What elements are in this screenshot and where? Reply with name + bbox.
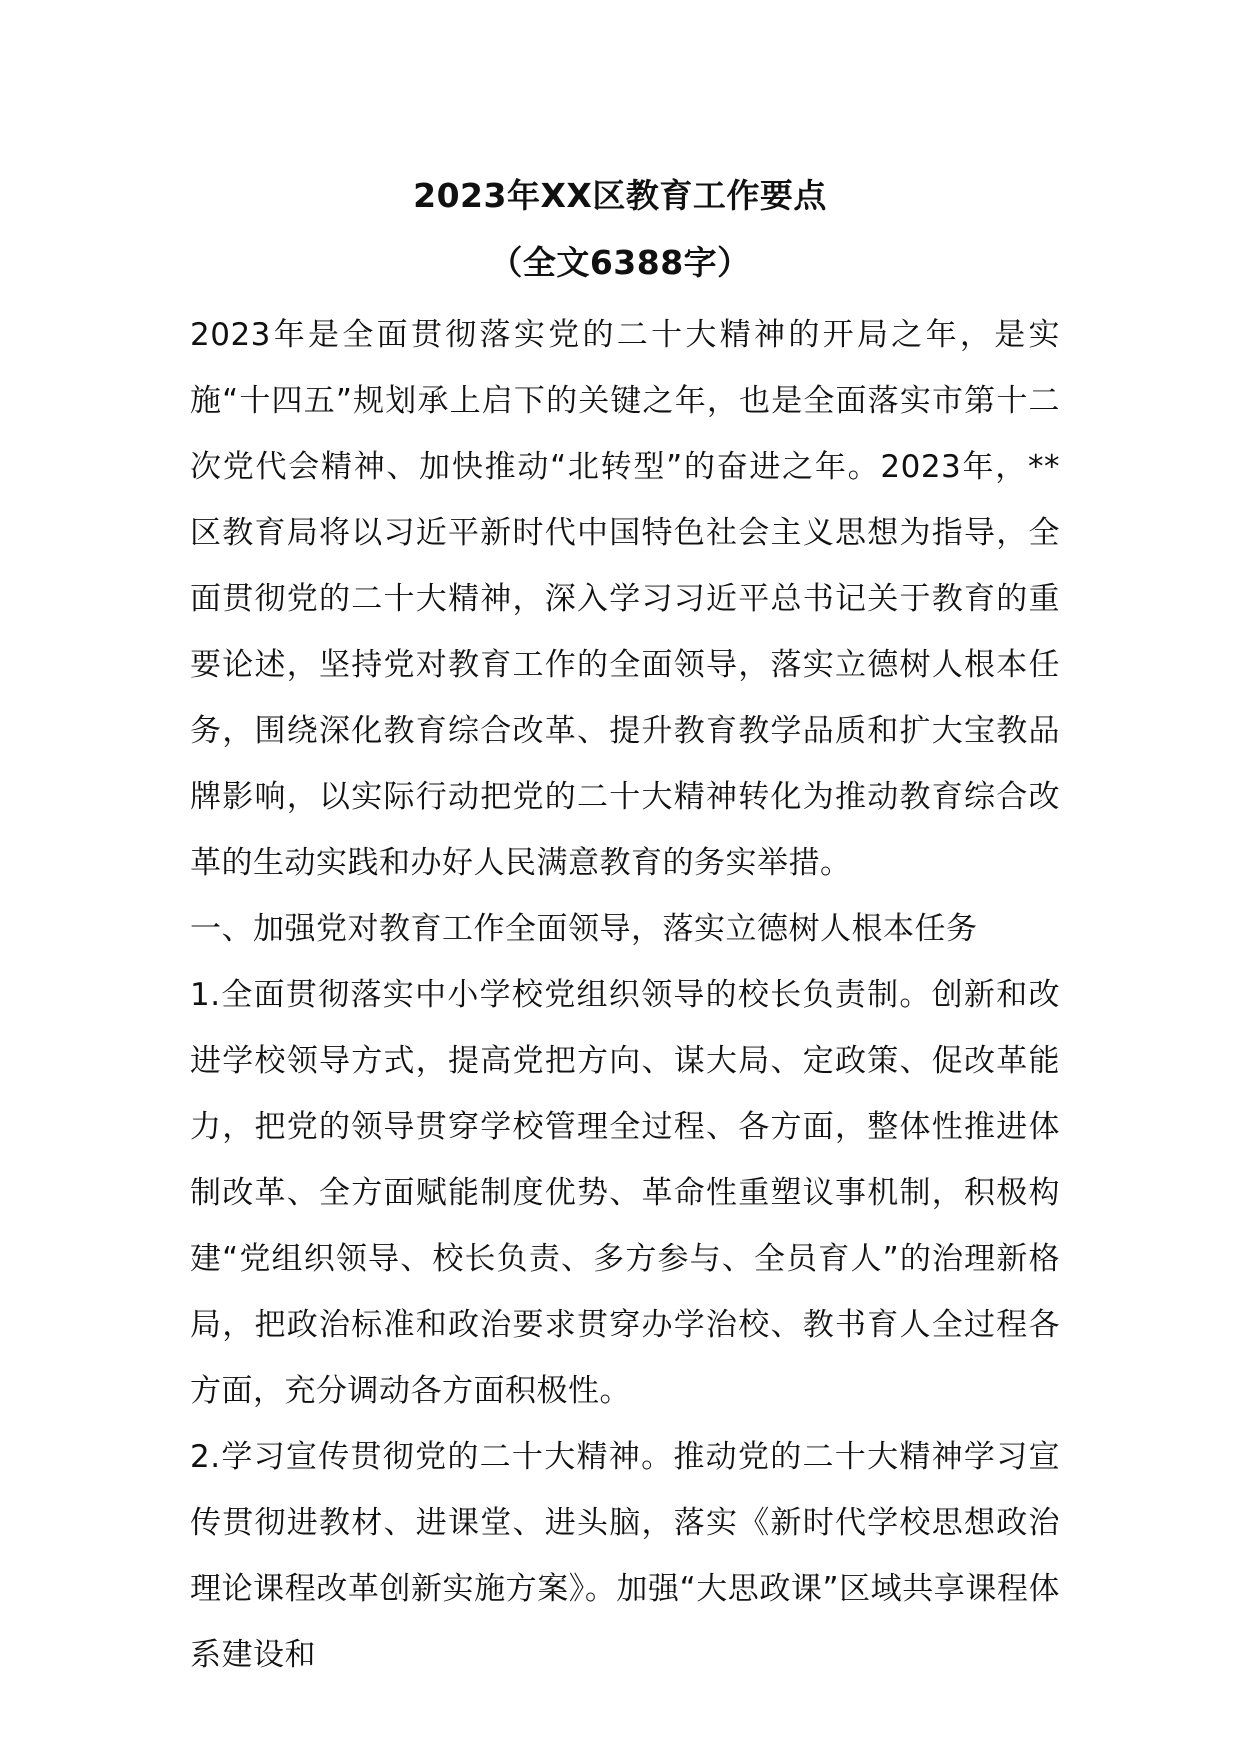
intro-paragraph: 2023年是全面贯彻落实党的二十大精神的开局之年，是实施“十四五”规划承上启下的关键之年，也是全面落实市第十二次党代会精神、加快推动“北转型”的奋进之年。2023年，**区教育局将以习近平新时代中国特色社会主义思想为指导，全面贯彻党的二十大精神，深入学习习近平总书记关于教育的重要论述，坚持党对教育工作的全面领导，落实立德树人根本任务，围绕深化教育综合改革、提升教育教学品质和扩大宝教品牌影响，以实际行动把党的二十大精神转化为推动教育综合改革的生动实践和办好人民满意教育的务实举措。 xyxy=(190,317,1060,881)
document-subtitle: （全文6388字） xyxy=(489,243,751,282)
document-title: 2023年XX区教育工作要点 xyxy=(413,176,827,215)
document-body xyxy=(190,302,1060,1688)
item-paragraph-1: 1.全面贯彻落实中小学校党组织领导的校长负责制。创新和改进学校领导方式，提高党把方向、谋大局、定政策、促改革能力，把党的领导贯穿学校管理全过程、各方面，整体性推进体制改革、全方面赋能制度优势、革命性重塑议事机制，积极构建“党组织领导、校长负责、多方参与、全员育人”的治理新格局，把政治标准和政治要求贯穿办学治校、教书育人全过程各方面，充分调动各方面积极性。 xyxy=(190,977,1060,1409)
section-heading-1: 一、加强党对教育工作全面领导，落实立德树人根本任务 xyxy=(190,911,978,947)
item-paragraph-2: 2.学习宣传贯彻党的二十大精神。推动党的二十大精神学习宣传贯彻进教材、进课堂、进头脑，落实《新时代学校思想政治理论课程改革创新实施方案》。加强“大思政课”区域共享课程体系建设和 xyxy=(190,1439,1060,1673)
